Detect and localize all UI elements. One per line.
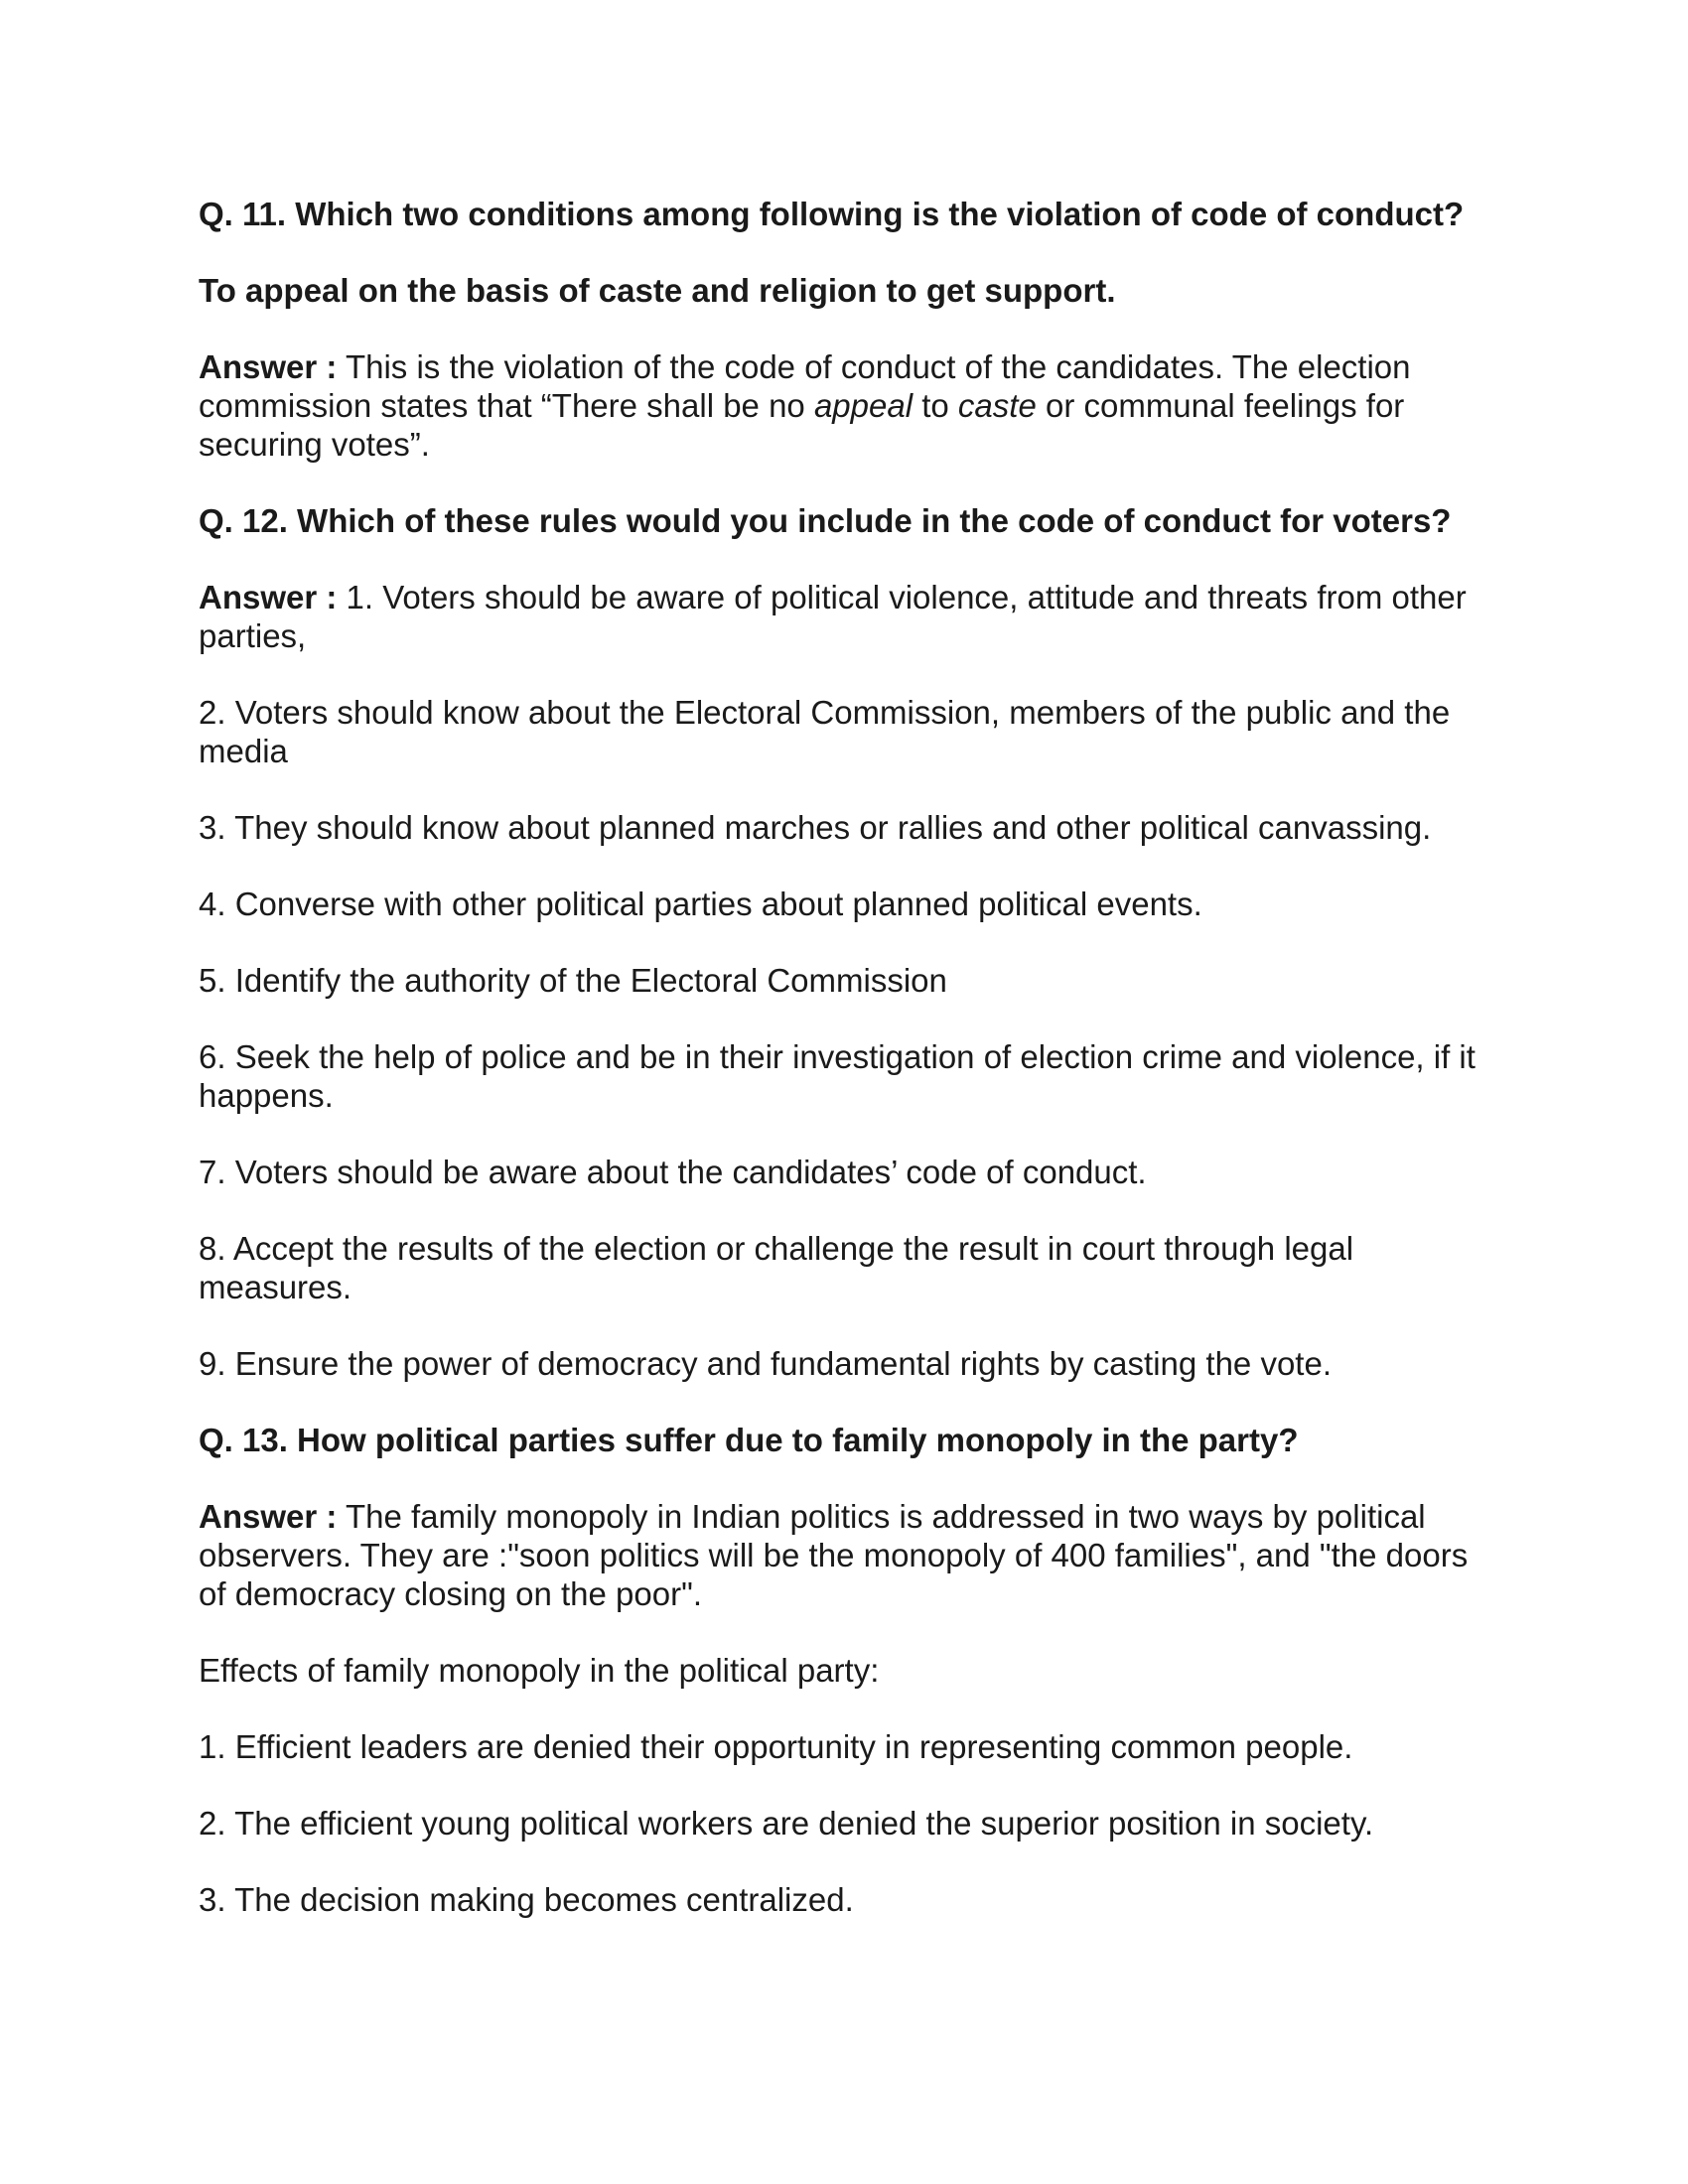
answer-label: Answer : bbox=[199, 1498, 338, 1535]
q11-answer-italic-appeal: appeal bbox=[813, 387, 914, 424]
q12-list-item: 6. Seek the help of police and be in their investigation of election crime and violence, if it happens. bbox=[199, 1038, 1476, 1114]
q13-effects-heading: Effects of family monopoly in the political party: bbox=[199, 1652, 880, 1689]
q12-list-item: 3. They should know about planned marches or rallies and other political canvassing. bbox=[199, 809, 1432, 846]
q11-answer-text-1: This is the violation of the code of conduct of the candidates. The election commission states that “There shall be no bbox=[199, 348, 1411, 424]
q13-effect-item: 2. The efficient young political workers are denied the superior position in society. bbox=[199, 1805, 1374, 1842]
q13-question: Q. 13. How political parties suffer due to family monopoly in the party? bbox=[199, 1422, 1299, 1458]
q12-answer bbox=[199, 578, 1499, 655]
q12-list-item: 4. Converse with other political parties about planned political events. bbox=[199, 886, 1202, 922]
q12-list-item: 7. Voters should be aware about the candidates’ code of conduct. bbox=[199, 1154, 1147, 1190]
document-page bbox=[199, 195, 1499, 1957]
q13-answer-text: The family monopoly in Indian politics is addressed in two ways by political observers. They are :"soon politics will be the monopoly of 400 families", and "the doors of democracy closing on the poor". bbox=[199, 1498, 1469, 1612]
q12-list-item: 8. Accept the results of the election or challenge the result in court through legal measures. bbox=[199, 1230, 1354, 1305]
q12-question: Q. 12. Which of these rules would you include in the code of conduct for voters? bbox=[199, 502, 1452, 539]
q11-question: Q. 11. Which two conditions among following is the violation of code of conduct? bbox=[199, 196, 1465, 232]
q12-list-item: 2. Voters should know about the Electoral Commission, members of the public and the media bbox=[199, 694, 1451, 769]
q11-subquestion: To appeal on the basis of caste and religion to get support. bbox=[199, 272, 1116, 309]
q11-answer-text-2: to bbox=[913, 387, 958, 424]
q12-list-item: 5. Identify the authority of the Electoral Commission bbox=[199, 962, 947, 999]
answer-label: Answer : bbox=[199, 579, 338, 615]
answer-label: Answer : bbox=[199, 348, 338, 385]
q12-answer-item-1: 1. Voters should be aware of political violence, attitude and threats from other parties, bbox=[199, 579, 1467, 654]
q11-answer-italic-caste: caste bbox=[957, 387, 1037, 424]
q11-answer-text-3: or communal feelings for securing votes”. bbox=[199, 387, 1405, 463]
q13-answer bbox=[199, 1497, 1499, 1613]
q13-effect-item: 3. The decision making becomes centralized. bbox=[199, 1881, 854, 1918]
q13-effect-item: 1. Efficient leaders are denied their opportunity in representing common people. bbox=[199, 1728, 1353, 1765]
q11-answer bbox=[199, 347, 1499, 464]
q12-list-item: 9. Ensure the power of democracy and fundamental rights by casting the vote. bbox=[199, 1345, 1332, 1382]
